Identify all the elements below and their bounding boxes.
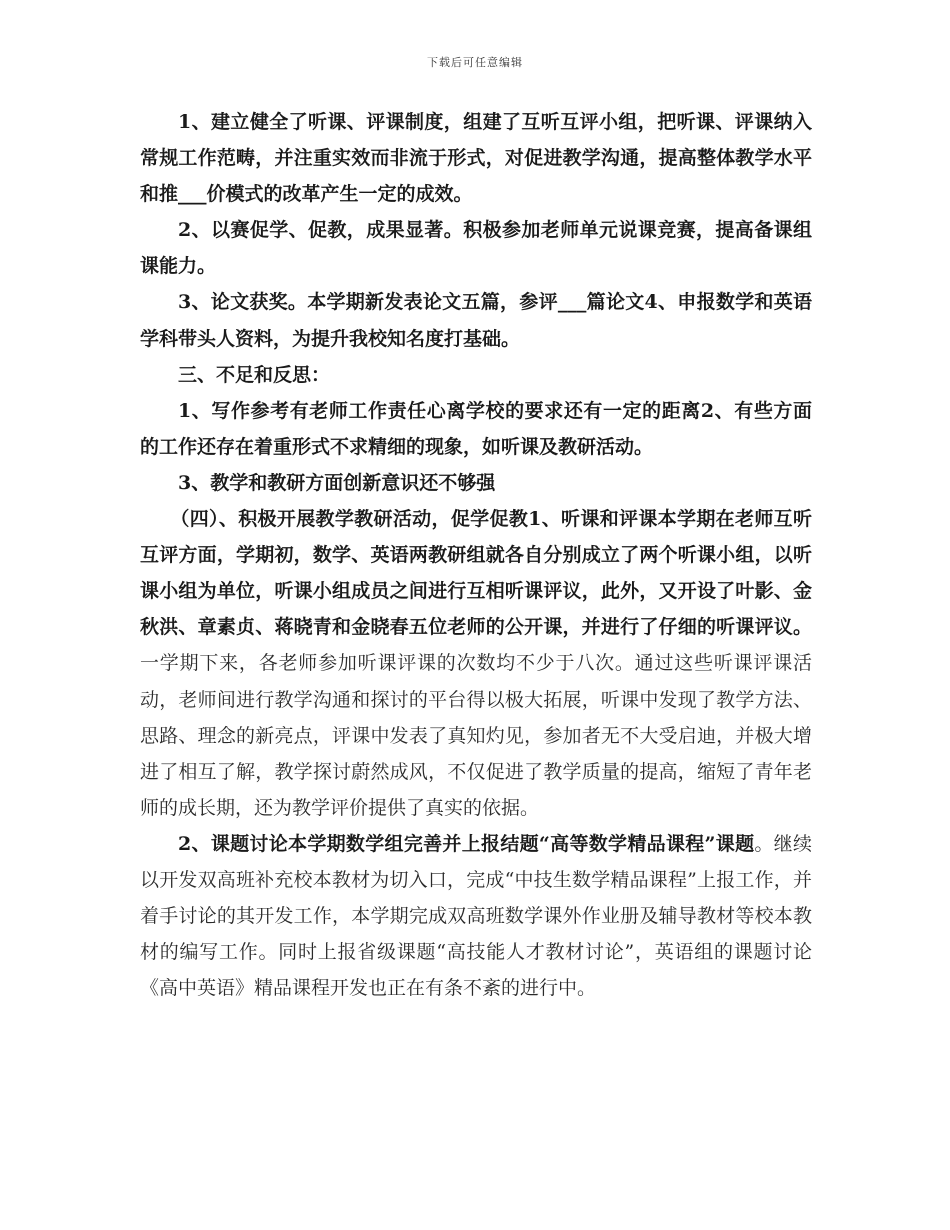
teaching-activities-normal-text: 一学期下来，各老师参加听课评课的次数均不少于八次。通过这些听课评课活动，老师间进行教学沟通和探讨的平台得以极大拓展，听课中发现了教学方法、思路、理念的新亮点，评课中发表了真知灼见，参加者无不大受启迪，并极大增进了相互了解，教学探讨蔚然成风，不仅促进了教学质量的提高，缩短了青年老师的成长期，还为教学评价提供了真实的依据。 xyxy=(140,652,812,819)
paragraph-teaching-activities xyxy=(140,501,812,826)
research-topics-bold-text: 2、课题讨论本学期数学组完善并上报结题“高等数学精品课程”课题 xyxy=(178,832,755,855)
page-header: 下载后可任意编辑 xyxy=(427,56,523,69)
document-body xyxy=(140,104,812,1006)
paragraph-shortcoming-3: 3、教学和教研方面创新意识还不够强 xyxy=(178,471,496,494)
paragraph-listening-system: 1、建立健全了听课、评课制度，组建了互听互评小组，把听课、评课纳入常规工作范畴，并注重实效而非流于形式，对促进教学沟通，提高整体教学水平和推___价模式的改革产生一定的成效。 xyxy=(140,111,812,206)
paragraph-shortcoming-1-2: 1、写作参考有老师工作责任心离学校的要求还有一定的距离2、有些方面的工作还存在着重形式不求精细的现象，如听课及教研活动。 xyxy=(140,399,812,458)
section-heading-shortcomings: 三、不足和反思： xyxy=(178,363,331,386)
paragraph-research-topics xyxy=(140,826,812,1006)
teaching-activities-bold-text: （四）、积极开展教学教研活动，促学促教1、听课和评课本学期在老师互听互评方面，学期初，数学、英语两教研组就各自分别成立了两个听课小组，以听课小组为单位，听课小组成员之间进行互相听课评议，此外，又开设了叶影、金秋洪、章素贞、蒋晓青和金晓春五位老师的公开课，并进行了仔细的听课评议。 xyxy=(140,508,812,639)
paragraph-competition: 2、以赛促学、促教，成果显著。积极参加老师单元说课竞赛，提高备课组课能力。 xyxy=(140,219,812,278)
research-topics-normal-text: 。继续以开发双高班补充校本教材为切入口，完成“中技生数学精品课程”上报工作，并着手讨论的其开发工作，本学期完成双高班数学课外作业册及辅导教材等校本教材的编写工作。同时上报省级课题“高技能人才教材讨论”，英语组的课题讨论《高中英语》精品课程开发也正在有条不紊的进行中。 xyxy=(140,832,812,1000)
paragraph-papers: 3、论文获奖。本学期新发表论文五篇，参评___篇论文4、申报数学和英语学科带头人资料，为提升我校知名度打基础。 xyxy=(140,291,812,350)
